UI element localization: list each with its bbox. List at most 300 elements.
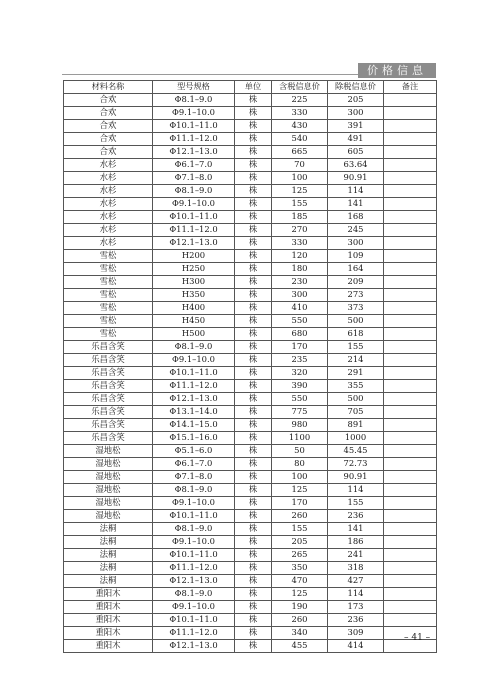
cell-price-with-tax: 390 bbox=[272, 380, 328, 393]
cell-price-without-tax: 155 bbox=[328, 341, 384, 354]
cell-price-without-tax: 300 bbox=[328, 237, 384, 250]
cell-material: 合欢 bbox=[64, 107, 153, 120]
cell-unit: 株 bbox=[235, 276, 272, 289]
cell-price-without-tax: 491 bbox=[328, 133, 384, 146]
cell-remarks bbox=[384, 302, 437, 315]
cell-material: 水杉 bbox=[64, 198, 153, 211]
cell-unit: 株 bbox=[235, 211, 272, 224]
cell-unit: 株 bbox=[235, 133, 272, 146]
cell-remarks bbox=[384, 510, 437, 523]
cell-price-without-tax: 309 bbox=[328, 627, 384, 640]
cell-remarks bbox=[384, 328, 437, 341]
cell-remarks bbox=[384, 133, 437, 146]
cell-remarks bbox=[384, 432, 437, 445]
cell-remarks bbox=[384, 224, 437, 237]
cell-remarks bbox=[384, 601, 437, 614]
cell-price-with-tax: 155 bbox=[272, 523, 328, 536]
cell-spec: Φ6.1–7.0 bbox=[153, 458, 235, 471]
cell-unit: 株 bbox=[235, 185, 272, 198]
cell-remarks bbox=[384, 523, 437, 536]
cell-remarks bbox=[384, 198, 437, 211]
cell-price-without-tax: 109 bbox=[328, 250, 384, 263]
column-header-price-without-tax: 除税信息价 bbox=[328, 81, 384, 94]
table-row bbox=[64, 133, 437, 146]
cell-unit: 株 bbox=[235, 315, 272, 328]
cell-spec: Φ8.1–9.0 bbox=[153, 523, 235, 536]
table-body bbox=[64, 94, 437, 653]
cell-spec: Φ9.1–10.0 bbox=[153, 107, 235, 120]
cell-remarks bbox=[384, 614, 437, 627]
cell-spec: Φ8.1–9.0 bbox=[153, 185, 235, 198]
cell-price-with-tax: 235 bbox=[272, 354, 328, 367]
cell-spec: Φ9.1–10.0 bbox=[153, 497, 235, 510]
cell-unit: 株 bbox=[235, 406, 272, 419]
cell-price-without-tax: 291 bbox=[328, 367, 384, 380]
cell-remarks bbox=[384, 185, 437, 198]
cell-spec: Φ8.1–9.0 bbox=[153, 341, 235, 354]
cell-material: 法桐 bbox=[64, 549, 153, 562]
cell-spec: Φ12.1–13.0 bbox=[153, 146, 235, 159]
cell-price-without-tax: 155 bbox=[328, 497, 384, 510]
cell-price-with-tax: 185 bbox=[272, 211, 328, 224]
cell-price-without-tax: 500 bbox=[328, 393, 384, 406]
cell-price-without-tax: 114 bbox=[328, 588, 384, 601]
cell-unit: 株 bbox=[235, 627, 272, 640]
cell-price-without-tax: 205 bbox=[328, 94, 384, 107]
table-row bbox=[64, 159, 437, 172]
cell-material: 湿地松 bbox=[64, 484, 153, 497]
cell-price-with-tax: 70 bbox=[272, 159, 328, 172]
cell-remarks bbox=[384, 380, 437, 393]
table-row bbox=[64, 523, 437, 536]
cell-unit: 株 bbox=[235, 237, 272, 250]
cell-price-without-tax: 186 bbox=[328, 536, 384, 549]
cell-price-without-tax: 72.73 bbox=[328, 458, 384, 471]
cell-price-with-tax: 100 bbox=[272, 172, 328, 185]
cell-unit: 株 bbox=[235, 536, 272, 549]
cell-price-without-tax: 90.91 bbox=[328, 471, 384, 484]
cell-price-with-tax: 350 bbox=[272, 562, 328, 575]
cell-price-without-tax: 214 bbox=[328, 354, 384, 367]
cell-price-with-tax: 100 bbox=[272, 471, 328, 484]
cell-price-without-tax: 63.64 bbox=[328, 159, 384, 172]
cell-unit: 株 bbox=[235, 302, 272, 315]
column-header-spec: 型号规格 bbox=[153, 81, 235, 94]
cell-price-with-tax: 260 bbox=[272, 614, 328, 627]
cell-spec: H400 bbox=[153, 302, 235, 315]
cell-price-without-tax: 427 bbox=[328, 575, 384, 588]
cell-price-without-tax: 173 bbox=[328, 601, 384, 614]
cell-price-without-tax: 891 bbox=[328, 419, 384, 432]
cell-unit: 株 bbox=[235, 419, 272, 432]
table-row bbox=[64, 562, 437, 575]
cell-price-without-tax: 245 bbox=[328, 224, 384, 237]
cell-price-with-tax: 980 bbox=[272, 419, 328, 432]
table-row bbox=[64, 120, 437, 133]
cell-remarks bbox=[384, 211, 437, 224]
cell-price-with-tax: 125 bbox=[272, 484, 328, 497]
cell-spec: Φ5.1–6.0 bbox=[153, 445, 235, 458]
cell-remarks bbox=[384, 419, 437, 432]
cell-unit: 株 bbox=[235, 224, 272, 237]
table-row bbox=[64, 94, 437, 107]
cell-remarks bbox=[384, 562, 437, 575]
cell-remarks bbox=[384, 393, 437, 406]
cell-price-without-tax: 164 bbox=[328, 263, 384, 276]
cell-price-with-tax: 300 bbox=[272, 289, 328, 302]
cell-spec: Φ9.1–10.0 bbox=[153, 198, 235, 211]
cell-spec: Φ12.1–13.0 bbox=[153, 575, 235, 588]
cell-price-with-tax: 410 bbox=[272, 302, 328, 315]
cell-unit: 株 bbox=[235, 393, 272, 406]
cell-spec: Φ7.1–8.0 bbox=[153, 172, 235, 185]
cell-price-without-tax: 236 bbox=[328, 614, 384, 627]
cell-remarks bbox=[384, 588, 437, 601]
cell-material: 雪松 bbox=[64, 315, 153, 328]
cell-price-without-tax: 141 bbox=[328, 523, 384, 536]
table-row bbox=[64, 146, 437, 159]
cell-unit: 株 bbox=[235, 107, 272, 120]
table-row bbox=[64, 510, 437, 523]
cell-remarks bbox=[384, 107, 437, 120]
cell-remarks bbox=[384, 497, 437, 510]
cell-spec: Φ10.1–11.0 bbox=[153, 510, 235, 523]
table-row bbox=[64, 224, 437, 237]
cell-unit: 株 bbox=[235, 341, 272, 354]
header-rule bbox=[62, 74, 358, 75]
cell-price-with-tax: 320 bbox=[272, 367, 328, 380]
table-row bbox=[64, 601, 437, 614]
cell-material: 重阳木 bbox=[64, 640, 153, 653]
cell-remarks bbox=[384, 250, 437, 263]
cell-spec: Φ10.1–11.0 bbox=[153, 614, 235, 627]
cell-price-without-tax: 1000 bbox=[328, 432, 384, 445]
cell-price-with-tax: 80 bbox=[272, 458, 328, 471]
cell-spec: Φ6.1–7.0 bbox=[153, 159, 235, 172]
table-row bbox=[64, 315, 437, 328]
cell-price-with-tax: 540 bbox=[272, 133, 328, 146]
cell-unit: 株 bbox=[235, 250, 272, 263]
cell-unit: 株 bbox=[235, 588, 272, 601]
price-table bbox=[63, 80, 437, 653]
cell-material: 乐昌含笑 bbox=[64, 380, 153, 393]
cell-price-with-tax: 550 bbox=[272, 393, 328, 406]
cell-price-without-tax: 241 bbox=[328, 549, 384, 562]
table-row bbox=[64, 198, 437, 211]
cell-price-with-tax: 1100 bbox=[272, 432, 328, 445]
table-row bbox=[64, 107, 437, 120]
cell-unit: 株 bbox=[235, 146, 272, 159]
table-row bbox=[64, 458, 437, 471]
cell-spec: Φ8.1–9.0 bbox=[153, 588, 235, 601]
cell-price-with-tax: 190 bbox=[272, 601, 328, 614]
cell-remarks bbox=[384, 367, 437, 380]
cell-price-with-tax: 330 bbox=[272, 107, 328, 120]
cell-unit: 株 bbox=[235, 198, 272, 211]
cell-material: 合欢 bbox=[64, 146, 153, 159]
cell-remarks bbox=[384, 94, 437, 107]
cell-unit: 株 bbox=[235, 354, 272, 367]
table-row bbox=[64, 211, 437, 224]
table-row bbox=[64, 237, 437, 250]
column-header-material: 材料名称 bbox=[64, 81, 153, 94]
cell-spec: Φ10.1–11.0 bbox=[153, 549, 235, 562]
cell-spec: Φ10.1–11.0 bbox=[153, 367, 235, 380]
cell-price-with-tax: 665 bbox=[272, 146, 328, 159]
cell-spec: Φ8.1–9.0 bbox=[153, 484, 235, 497]
cell-price-with-tax: 205 bbox=[272, 536, 328, 549]
cell-material: 乐昌含笑 bbox=[64, 354, 153, 367]
cell-price-with-tax: 340 bbox=[272, 627, 328, 640]
cell-material: 雪松 bbox=[64, 276, 153, 289]
cell-remarks bbox=[384, 354, 437, 367]
column-header-remarks: 备注 bbox=[384, 81, 437, 94]
table-row bbox=[64, 406, 437, 419]
cell-material: 法桐 bbox=[64, 523, 153, 536]
cell-price-with-tax: 120 bbox=[272, 250, 328, 263]
column-header-unit: 单位 bbox=[235, 81, 272, 94]
cell-spec: Φ12.1–13.0 bbox=[153, 393, 235, 406]
cell-price-without-tax: 273 bbox=[328, 289, 384, 302]
cell-price-with-tax: 170 bbox=[272, 341, 328, 354]
cell-unit: 株 bbox=[235, 432, 272, 445]
cell-price-without-tax: 90.91 bbox=[328, 172, 384, 185]
table-row bbox=[64, 341, 437, 354]
cell-price-with-tax: 680 bbox=[272, 328, 328, 341]
cell-material: 湿地松 bbox=[64, 471, 153, 484]
cell-remarks bbox=[384, 536, 437, 549]
cell-material: 雪松 bbox=[64, 302, 153, 315]
cell-material: 乐昌含笑 bbox=[64, 432, 153, 445]
table-row bbox=[64, 276, 437, 289]
cell-unit: 株 bbox=[235, 367, 272, 380]
cell-price-without-tax: 114 bbox=[328, 185, 384, 198]
cell-spec: Φ10.1–11.0 bbox=[153, 120, 235, 133]
cell-unit: 株 bbox=[235, 289, 272, 302]
cell-remarks bbox=[384, 289, 437, 302]
table-row bbox=[64, 172, 437, 185]
page-number: – 41 – bbox=[404, 633, 431, 643]
cell-material: 雪松 bbox=[64, 263, 153, 276]
cell-material: 合欢 bbox=[64, 94, 153, 107]
cell-price-with-tax: 50 bbox=[272, 445, 328, 458]
cell-material: 乐昌含笑 bbox=[64, 419, 153, 432]
cell-spec: Φ9.1–10.0 bbox=[153, 536, 235, 549]
cell-unit: 株 bbox=[235, 497, 272, 510]
cell-remarks bbox=[384, 276, 437, 289]
cell-price-without-tax: 114 bbox=[328, 484, 384, 497]
section-title: 价格信息 bbox=[358, 63, 436, 78]
cell-material: 水杉 bbox=[64, 172, 153, 185]
cell-price-with-tax: 330 bbox=[272, 237, 328, 250]
cell-unit: 株 bbox=[235, 328, 272, 341]
cell-spec: Φ9.1–10.0 bbox=[153, 601, 235, 614]
cell-unit: 株 bbox=[235, 562, 272, 575]
cell-price-without-tax: 414 bbox=[328, 640, 384, 653]
table-row bbox=[64, 575, 437, 588]
table-row bbox=[64, 250, 437, 263]
cell-price-with-tax: 170 bbox=[272, 497, 328, 510]
cell-remarks bbox=[384, 471, 437, 484]
table-row bbox=[64, 263, 437, 276]
cell-remarks bbox=[384, 341, 437, 354]
cell-material: 乐昌含笑 bbox=[64, 393, 153, 406]
table-row bbox=[64, 380, 437, 393]
cell-price-with-tax: 225 bbox=[272, 94, 328, 107]
cell-price-without-tax: 500 bbox=[328, 315, 384, 328]
cell-price-without-tax: 45.45 bbox=[328, 445, 384, 458]
table-row bbox=[64, 393, 437, 406]
table-row bbox=[64, 328, 437, 341]
cell-spec: H450 bbox=[153, 315, 235, 328]
cell-unit: 株 bbox=[235, 640, 272, 653]
cell-material: 乐昌含笑 bbox=[64, 367, 153, 380]
cell-price-without-tax: 605 bbox=[328, 146, 384, 159]
cell-material: 合欢 bbox=[64, 120, 153, 133]
cell-remarks bbox=[384, 575, 437, 588]
cell-unit: 株 bbox=[235, 549, 272, 562]
cell-unit: 株 bbox=[235, 458, 272, 471]
cell-material: 法桐 bbox=[64, 562, 153, 575]
cell-price-with-tax: 550 bbox=[272, 315, 328, 328]
cell-unit: 株 bbox=[235, 484, 272, 497]
cell-price-with-tax: 155 bbox=[272, 198, 328, 211]
cell-spec: Φ11.1–12.0 bbox=[153, 224, 235, 237]
cell-price-with-tax: 430 bbox=[272, 120, 328, 133]
table-row bbox=[64, 536, 437, 549]
cell-material: 重阳木 bbox=[64, 614, 153, 627]
cell-material: 湿地松 bbox=[64, 510, 153, 523]
cell-price-without-tax: 318 bbox=[328, 562, 384, 575]
cell-material: 水杉 bbox=[64, 159, 153, 172]
cell-unit: 株 bbox=[235, 471, 272, 484]
cell-material: 重阳木 bbox=[64, 601, 153, 614]
cell-material: 雪松 bbox=[64, 328, 153, 341]
cell-material: 重阳木 bbox=[64, 588, 153, 601]
cell-spec: Φ14.1–15.0 bbox=[153, 419, 235, 432]
cell-remarks bbox=[384, 549, 437, 562]
cell-spec: H200 bbox=[153, 250, 235, 263]
cell-spec: Φ12.1–13.0 bbox=[153, 640, 235, 653]
cell-price-with-tax: 125 bbox=[272, 185, 328, 198]
cell-price-with-tax: 270 bbox=[272, 224, 328, 237]
table-row bbox=[64, 588, 437, 601]
cell-remarks bbox=[384, 120, 437, 133]
cell-spec: Φ12.1–13.0 bbox=[153, 237, 235, 250]
cell-spec: Φ11.1–12.0 bbox=[153, 133, 235, 146]
cell-remarks bbox=[384, 146, 437, 159]
table-row bbox=[64, 549, 437, 562]
cell-price-with-tax: 470 bbox=[272, 575, 328, 588]
cell-price-with-tax: 775 bbox=[272, 406, 328, 419]
cell-spec: Φ11.1–12.0 bbox=[153, 627, 235, 640]
cell-material: 水杉 bbox=[64, 224, 153, 237]
cell-material: 雪松 bbox=[64, 289, 153, 302]
cell-unit: 株 bbox=[235, 159, 272, 172]
cell-price-without-tax: 373 bbox=[328, 302, 384, 315]
cell-spec: H500 bbox=[153, 328, 235, 341]
cell-material: 法桐 bbox=[64, 575, 153, 588]
cell-remarks bbox=[384, 484, 437, 497]
cell-spec: H300 bbox=[153, 276, 235, 289]
cell-unit: 株 bbox=[235, 380, 272, 393]
cell-spec: Φ10.1–11.0 bbox=[153, 211, 235, 224]
cell-spec: Φ11.1–12.0 bbox=[153, 562, 235, 575]
cell-spec: Φ8.1–9.0 bbox=[153, 94, 235, 107]
cell-unit: 株 bbox=[235, 575, 272, 588]
cell-spec: H350 bbox=[153, 289, 235, 302]
table-row bbox=[64, 289, 437, 302]
cell-spec: Φ11.1–12.0 bbox=[153, 380, 235, 393]
cell-material: 雪松 bbox=[64, 250, 153, 263]
table-row bbox=[64, 640, 437, 653]
table-row bbox=[64, 354, 437, 367]
table-row bbox=[64, 367, 437, 380]
cell-remarks bbox=[384, 315, 437, 328]
cell-unit: 株 bbox=[235, 523, 272, 536]
cell-price-without-tax: 705 bbox=[328, 406, 384, 419]
table-row bbox=[64, 432, 437, 445]
cell-unit: 株 bbox=[235, 172, 272, 185]
table-row bbox=[64, 419, 437, 432]
cell-material: 水杉 bbox=[64, 237, 153, 250]
cell-remarks bbox=[384, 159, 437, 172]
cell-price-without-tax: 141 bbox=[328, 198, 384, 211]
cell-material: 湿地松 bbox=[64, 497, 153, 510]
table-row bbox=[64, 484, 437, 497]
cell-unit: 株 bbox=[235, 614, 272, 627]
cell-material: 水杉 bbox=[64, 211, 153, 224]
cell-material: 重阳木 bbox=[64, 627, 153, 640]
cell-remarks bbox=[384, 445, 437, 458]
cell-spec: H250 bbox=[153, 263, 235, 276]
cell-unit: 株 bbox=[235, 445, 272, 458]
cell-material: 乐昌含笑 bbox=[64, 406, 153, 419]
cell-material: 湿地松 bbox=[64, 445, 153, 458]
cell-unit: 株 bbox=[235, 601, 272, 614]
cell-remarks bbox=[384, 237, 437, 250]
cell-remarks bbox=[384, 172, 437, 185]
cell-price-without-tax: 300 bbox=[328, 107, 384, 120]
cell-price-with-tax: 455 bbox=[272, 640, 328, 653]
cell-spec: Φ7.1–8.0 bbox=[153, 471, 235, 484]
table-row bbox=[64, 614, 437, 627]
table-row bbox=[64, 497, 437, 510]
column-header-price-with-tax: 含税信息价 bbox=[272, 81, 328, 94]
table-header-row bbox=[64, 81, 437, 94]
cell-price-without-tax: 355 bbox=[328, 380, 384, 393]
cell-material: 乐昌含笑 bbox=[64, 341, 153, 354]
table-row bbox=[64, 471, 437, 484]
cell-unit: 株 bbox=[235, 94, 272, 107]
table-row bbox=[64, 185, 437, 198]
cell-price-with-tax: 180 bbox=[272, 263, 328, 276]
cell-price-with-tax: 265 bbox=[272, 549, 328, 562]
cell-price-without-tax: 236 bbox=[328, 510, 384, 523]
cell-price-without-tax: 391 bbox=[328, 120, 384, 133]
cell-price-without-tax: 209 bbox=[328, 276, 384, 289]
cell-price-without-tax: 168 bbox=[328, 211, 384, 224]
cell-price-with-tax: 260 bbox=[272, 510, 328, 523]
table-row bbox=[64, 302, 437, 315]
cell-remarks bbox=[384, 406, 437, 419]
cell-material: 合欢 bbox=[64, 133, 153, 146]
cell-unit: 株 bbox=[235, 263, 272, 276]
cell-spec: Φ15.1–16.0 bbox=[153, 432, 235, 445]
cell-material: 湿地松 bbox=[64, 458, 153, 471]
cell-remarks bbox=[384, 263, 437, 276]
table-row bbox=[64, 445, 437, 458]
